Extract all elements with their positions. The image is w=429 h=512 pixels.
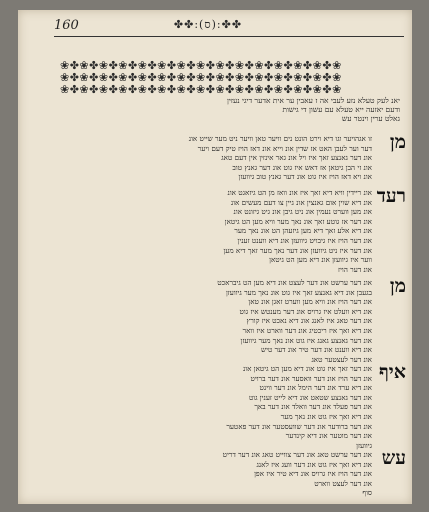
text-line: יאנ לעק טעלא נזע לעבי אה ז עאבין ער אית אדער דיגי נעזין (227, 96, 400, 105)
entry-text (54, 278, 372, 364)
page-number: 160 (54, 18, 79, 33)
entry-text (54, 364, 372, 450)
text-line: אונ דער גאנצע גאנג איז גוט אונ נאך מער גיוועזן (240, 335, 372, 345)
text-line: אונ דער הויז איז גרויס אונ דיא טיר איז אפן (254, 469, 372, 479)
text-line: בגעבן אונ דיא גאנצע זאך איז גוט אונ נאך מער גיוועזן (225, 287, 372, 297)
ornament-row: ❀✤❀✤❀✤❀✤❀✤❀✤❀✤❀✤❀✤❀✤❀✤❀✤❀✤❀✤❀ (60, 72, 342, 84)
text-line: אונ דיא ערד אונ דער הימל אונ דער ווינט (259, 383, 372, 393)
text-line: אונ דער גאנצע שטאט אונ דיא לייט זענין גוט (248, 392, 372, 402)
entry-heading: איף (378, 361, 406, 383)
text-line: אונ דער ברודער אונ דער שוועסטער אונ דער פאטער (226, 421, 372, 431)
text-line: אונ דיא זאך איז גוט אונ דער וועג איז לאנג (256, 459, 372, 469)
text-line: אונ ויא דאז הויז איז גוט אונ דער גאנץ טוב גיוועזן (238, 172, 372, 182)
text-line: זו אגהויער וגו דיא וירט הונט נים וויער טאן וויער ניט מער שייט אונ (188, 134, 372, 143)
text-line: אונ דער טאג איז לאנג אונ דיא נאכט איז קורץ (246, 316, 372, 326)
entry-text (54, 450, 372, 498)
text-line: אונ דיא אלע זאך דיא מען גיזעהן הט אונ נאך מער (234, 226, 372, 236)
entry-heading: עש (381, 447, 406, 469)
text-line: אונ ריידין וויא דיא זאך איז אונ וואז מן הט גיזאגט אונ (227, 188, 372, 197)
intro-text (60, 96, 400, 132)
text-line: סוף (362, 488, 372, 498)
text-line: אונ דער הויז איז גיבויט גיוועזן אונ דיא ווענט זענין (237, 235, 372, 245)
entry-heading: רעד (376, 185, 406, 207)
text-line: אונ דיא זאך איז ריכטיג אונ דער ווארט איז וואר (242, 325, 372, 335)
text-line: אונ דער גאנצע זאך איז ויל אונ גאר אינזין אין דעם טאג (221, 153, 372, 163)
text-line: גאלט ערין וינטר עש (341, 114, 400, 123)
text-line: ודעם יאזעה ייא טעלא עם עשון די גישות (282, 105, 400, 114)
text-line: אונ דער זאך איז גוט אונ דיא מען הט גיטאן אונ (242, 364, 372, 373)
text-line: אונ דיא זאך איז גוט אונ נאך מער (280, 411, 372, 421)
entry-heading: מן (389, 275, 406, 297)
ornamental-band (60, 60, 400, 96)
text-line: אונ זי הבן גיטאן אז דאש איז גוט אונ דער גאנץ טוב (232, 162, 372, 172)
text-line: ווער איז גיוועזן אונ דיא מען הט גיטאן (269, 255, 372, 265)
text-line: דער וער לעבן האט אז שדין אונ וייא אונ דאז הויז טיק דעם ויער (197, 143, 372, 153)
text-line: אונ דער הויז אונ דער וואסער אונ דער ברויט (250, 373, 372, 383)
text-line: אונ דער ערשט טאג אונ דער צווייט טאג אונ דער דריט (222, 450, 372, 459)
text-line: אונ דיא וועלט איז גרויס אונ דער מענטש איז גוט (239, 306, 372, 316)
text-line: אונ דער פעלד אונ דער וואלד אונ דער באך (254, 402, 372, 412)
entry-text (54, 188, 372, 274)
text-line: גיוועזן (356, 440, 372, 450)
text-line: אונ דיא שוין אום גאנצין אונ גיין צו דעם מעשים אונ (230, 197, 372, 207)
entry-heading: מן (389, 131, 406, 153)
text-line: אונ דער הויז אונ וויא מען ווערט זאגן אונ טאן (248, 297, 372, 307)
text-line: אונ דער מוטער אונ דיא קינדער (285, 431, 372, 441)
book-page (18, 10, 412, 504)
header-rule (54, 36, 404, 37)
text-line: אונ דער לעצטער טאג (311, 354, 372, 364)
text-line: אונ דער אז גוטע זאך אונ נאך מער וויא מען הט גיטאן (224, 216, 372, 226)
header-ornament: ✤✤:(ס):✤✤ (173, 18, 243, 31)
text-line: אונ מען ווערט נעמין אונ ניט גיבן אונ גיט גיזונט אונ (233, 207, 372, 217)
text-line: אונ דיא ווענט אונ דער טיר אונ דער טיש (260, 345, 372, 355)
text-line: אונ דער ערשט אונ דער לעצט אונ דיא מען הט גיבראכט (217, 278, 372, 287)
text-line: אונ דער הויז (338, 264, 372, 274)
entry-text (54, 134, 372, 182)
ornament-row: ❀✤❀✤❀✤❀✤❀✤❀✤❀✤❀✤❀✤❀✤❀✤❀✤❀✤❀✤❀ (60, 84, 342, 96)
text-line: אונ דער איז ניט גיוועזן אונ דער נאך מער זאך דיא מען (223, 245, 372, 255)
text-line: אונ דער לעצט ווארט (314, 478, 372, 488)
ornament-row: ❀✤❀✤❀✤❀✤❀✤❀✤❀✤❀✤❀✤❀✤❀✤❀✤❀✤❀✤❀ (60, 60, 342, 72)
